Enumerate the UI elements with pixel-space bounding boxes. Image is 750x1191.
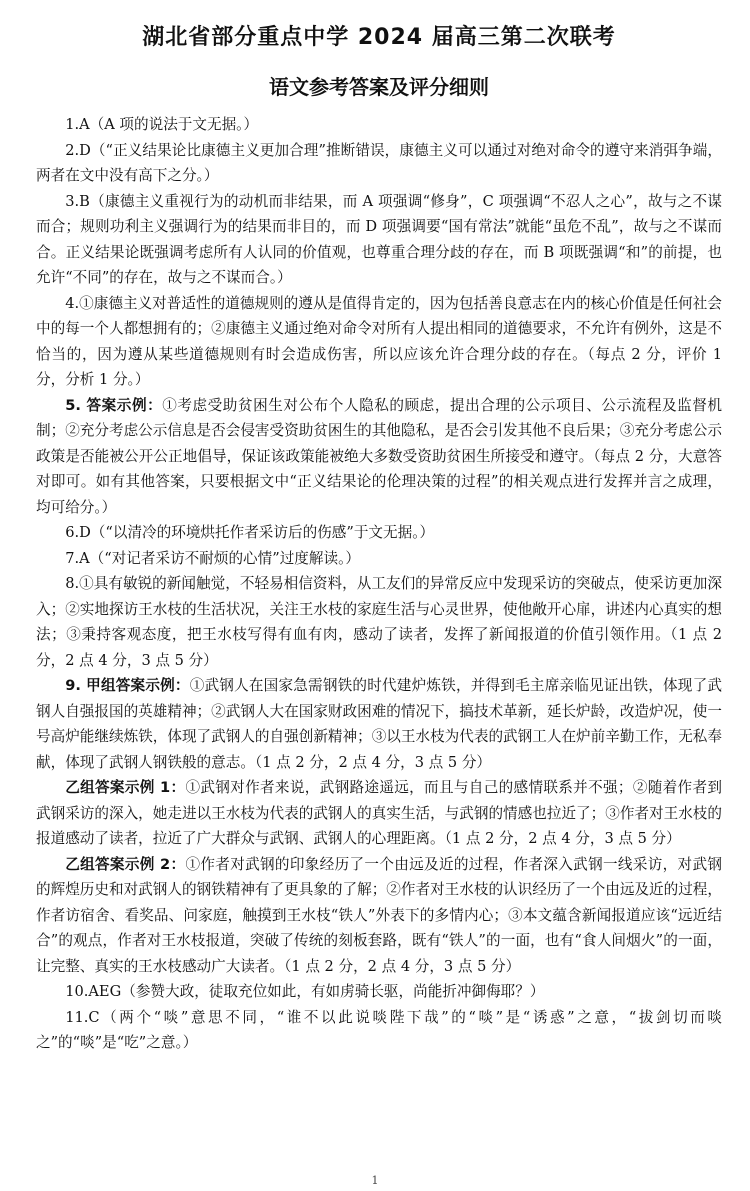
answer-9-group-b2	[36, 852, 722, 980]
answer-9-group-a	[36, 673, 722, 775]
answer-9b-text: ①武钢对作者来说，武钢路途遥远，而且与自己的感情联系并不强；②随着作者到武钢采访的深入，她走进以王水枝为代表的武钢人的真实生活，与武钢的情感也拉近了；③作者对王水枝的报道感动了读者，拉近了广大群众与武钢、武钢人的心理距离。（1 点 2 分，2 点 4 分，3 点 5 分）	[36, 779, 722, 847]
answer-2: 2.D（“正义结果论比康德主义更加合理”推断错误，康德主义可以通过对绝对命令的遵守来消弭争端，两者在文中没有高下之分。）	[36, 141, 722, 184]
answer-11: 11.C（两个“啖”意思不同，“谁不以此说啖陛下哉”的“啖”是“诱惑”之意，“拔剑切而啖之”的“啖”是“吃”之意。）	[36, 1008, 722, 1051]
answer-5-label: 5. 答案示例：	[65, 396, 163, 414]
page-subtitle: 语文参考答案及评分细则	[269, 75, 489, 99]
answer-9a-text: ①武钢人在国家急需钢铁的时代建炉炼铁，并得到毛主席亲临见证出铁，体现了武钢人自强报国的英雄精神；②武钢人大在国家财政困难的情况下，搞技术革新，延长炉龄，改造炉况，使一号高炉能继续炼铁，体现了武钢人的自强创新精神；③以王水枝为代表的武钢工人在炉前辛勤工作，无私奉献，体现了武钢人钢铁般的意志。（1 点 2 分，2 点 4 分，3 点 5 分）	[36, 677, 722, 771]
answer-9-group-b1	[36, 775, 722, 852]
page-title: 湖北省部分重点中学 2024 届高三第二次联考	[142, 25, 616, 50]
answer-9a-label: 9. 甲组答案示例：	[65, 677, 190, 694]
page-number: 1	[371, 1174, 379, 1187]
answer-7: 7.A（“对记者采访不耐烦的心情”过度解读。）	[65, 549, 360, 567]
answer-9b-label: 乙组答案示例 1：	[65, 779, 186, 796]
answer-6: 6.D（“以清冷的环境烘托作者采访后的伤感”于文无据。）	[65, 524, 435, 541]
answer-8: 8.①具有敏锐的新闻触觉，不轻易相信资料，从工友们的异常反应中发现采访的突破点，使采访更加深入；②实地探访王水枝的生活状况，关注王水枝的家庭生活与心灵世界，使他敞开心扉，讲述内心真实的想法；③秉持客观态度，把王水枝写得有血有肉，感动了读者，发挥了新闻报道的价值引领作用。（1 点 2 分，2 点 4 分，3 点 5 分）	[36, 575, 722, 669]
answer-10: 10.AEG（参赞大政，徒取充位如此，有如虏骑长驱，尚能折冲御侮耶？）	[65, 983, 545, 1000]
answer-1: 1.A（A 项的说法于文无据。）	[65, 116, 259, 133]
answer-9c-text: ①作者对武钢的印象经历了一个由远及近的过程，作者深入武钢一线采访，对武钢的辉煌历史和对武钢人的钢铁精神有了更具象的了解；②作者对王水枝的认识经历了一个由远及近的过程，作者访宿舍、看奖品、问家庭，触摸到王水枝“铁人”外表下的多情内心；③本文蕴含新闻报道应该“远近结合”的观点，作者对王水枝报道，突破了传统的刻板套路，既有“铁人”的一面，也有“食人间烟火”的一面，让完整、真实的王水枝感动广大读者。（1 点 2 分，2 点 4 分，3 点 5 分）	[36, 855, 722, 975]
answer-3: 3.B（康德主义重视行为的动机而非结果，而 A 项强调“修身”，C 项强调“不忍人之心”，故与之不谋而合；规则功利主义强调行为的结果而非目的，而 D 项强调要“国有常法”就能“虽危不乱”，故与之不谋而合。正义结果论既强调考虑所有人认同的价值观，也尊重合理分歧的存在，而 B 项既强调“和”的前提，也允许“不同”的存在，故与之不谋而合。）	[36, 192, 722, 286]
answer-4: 4.①康德主义对普适性的道德规则的遵从是值得肯定的，因为包括善良意志在内的核心价值是任何社会中的每一个人都想拥有的；②康德主义通过绝对命令对所有人提出相同的道德要求，不允许有例外，这是不恰当的，因为遵从某些道德规则有时会造成伤害，所以应该允许合理分歧的存在。（每点 2 分，评价 1 分，分析 1 分。）	[36, 294, 722, 388]
answer-5-text: ①考虑受助贫困生对公布个人隐私的顾虑，提出合理的公示项目、公示流程及监督机制；②充分考虑公示信息是否会侵害受资助贫困生的其他隐私，是否会引发其他不良后果；③充分考虑公示政策是否能被公开公正地倡导，保证该政策能被绝大多数受资助贫困生所接受和遵守。（每点 2 分，大意答对即可。如有其他答案，只要根据文中“正义结果论的伦理决策的过程”的相关观点进行发挥并言之成理，均可给分。）	[36, 396, 722, 516]
answer-9c-label: 乙组答案示例 2：	[65, 855, 186, 873]
answer-5	[36, 393, 722, 521]
